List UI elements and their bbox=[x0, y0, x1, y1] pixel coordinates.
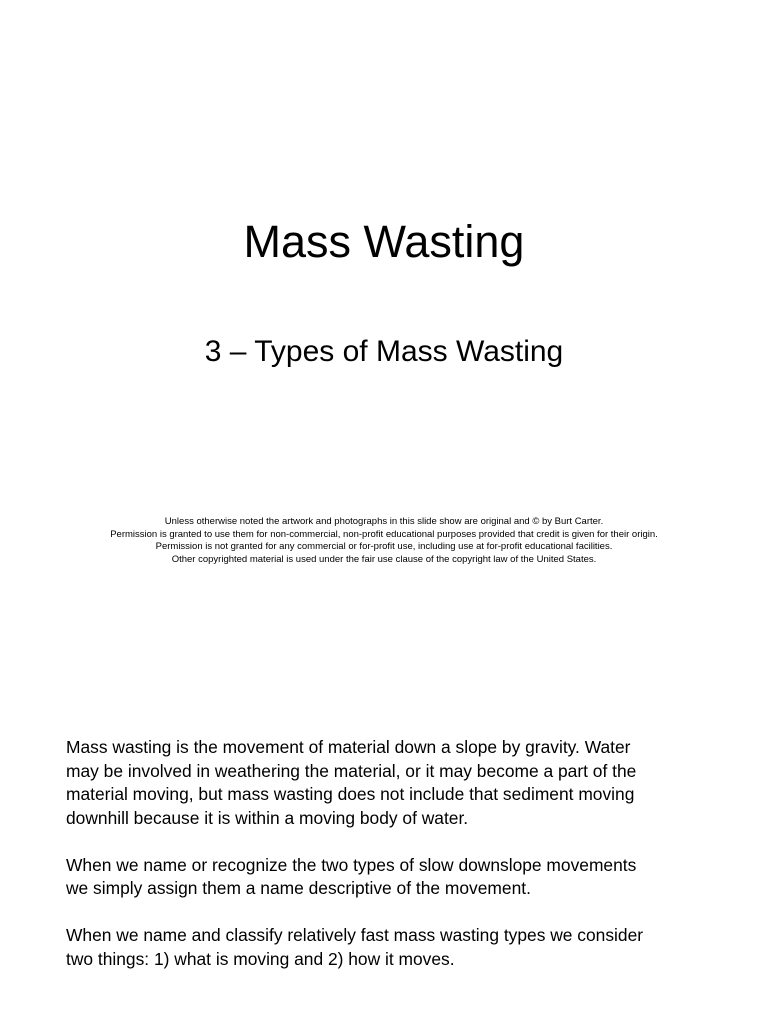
copyright-line: Permission is granted to use them for non-commercial, non-profit educational purposes provided that credit is given for their origin. bbox=[110, 528, 658, 540]
body-text bbox=[66, 736, 716, 995]
body-line: two things: 1) what is moving and 2) how it moves. bbox=[66, 948, 455, 969]
page-title: Mass Wasting bbox=[243, 216, 525, 267]
page-subtitle: 3 – Types of Mass Wasting bbox=[204, 335, 564, 368]
body-line: Mass wasting is the movement of material down a slope by gravity. Water bbox=[66, 737, 631, 757]
copyright-line: Other copyrighted material is used under the fair use clause of the copyright law of the United States. bbox=[171, 553, 597, 565]
body-line: may be involved in weathering the material, or it may become a part of the bbox=[66, 760, 637, 781]
body-line: we simply assign them a name descriptive of the movement. bbox=[66, 878, 531, 898]
body-line: downhill because it is within a moving body of water. bbox=[66, 807, 469, 828]
body-paragraph bbox=[66, 924, 716, 971]
body-paragraph bbox=[66, 736, 716, 830]
body-paragraph bbox=[66, 854, 716, 901]
copyright-line: Unless otherwise noted the artwork and photographs in this slide show are original and © by Burt Carter. bbox=[164, 516, 604, 527]
body-line: When we name or recognize the two types of slow downslope movements bbox=[66, 854, 637, 875]
body-line: material moving, but mass wasting does not include that sediment moving bbox=[66, 784, 635, 804]
copyright-notice bbox=[0, 516, 768, 566]
copyright-line: Permission is not granted for any commercial or for-profit use, including use at for-profit educational facilities. bbox=[155, 541, 613, 552]
body-line: When we name and classify relatively fast mass wasting types we consider bbox=[66, 925, 644, 945]
